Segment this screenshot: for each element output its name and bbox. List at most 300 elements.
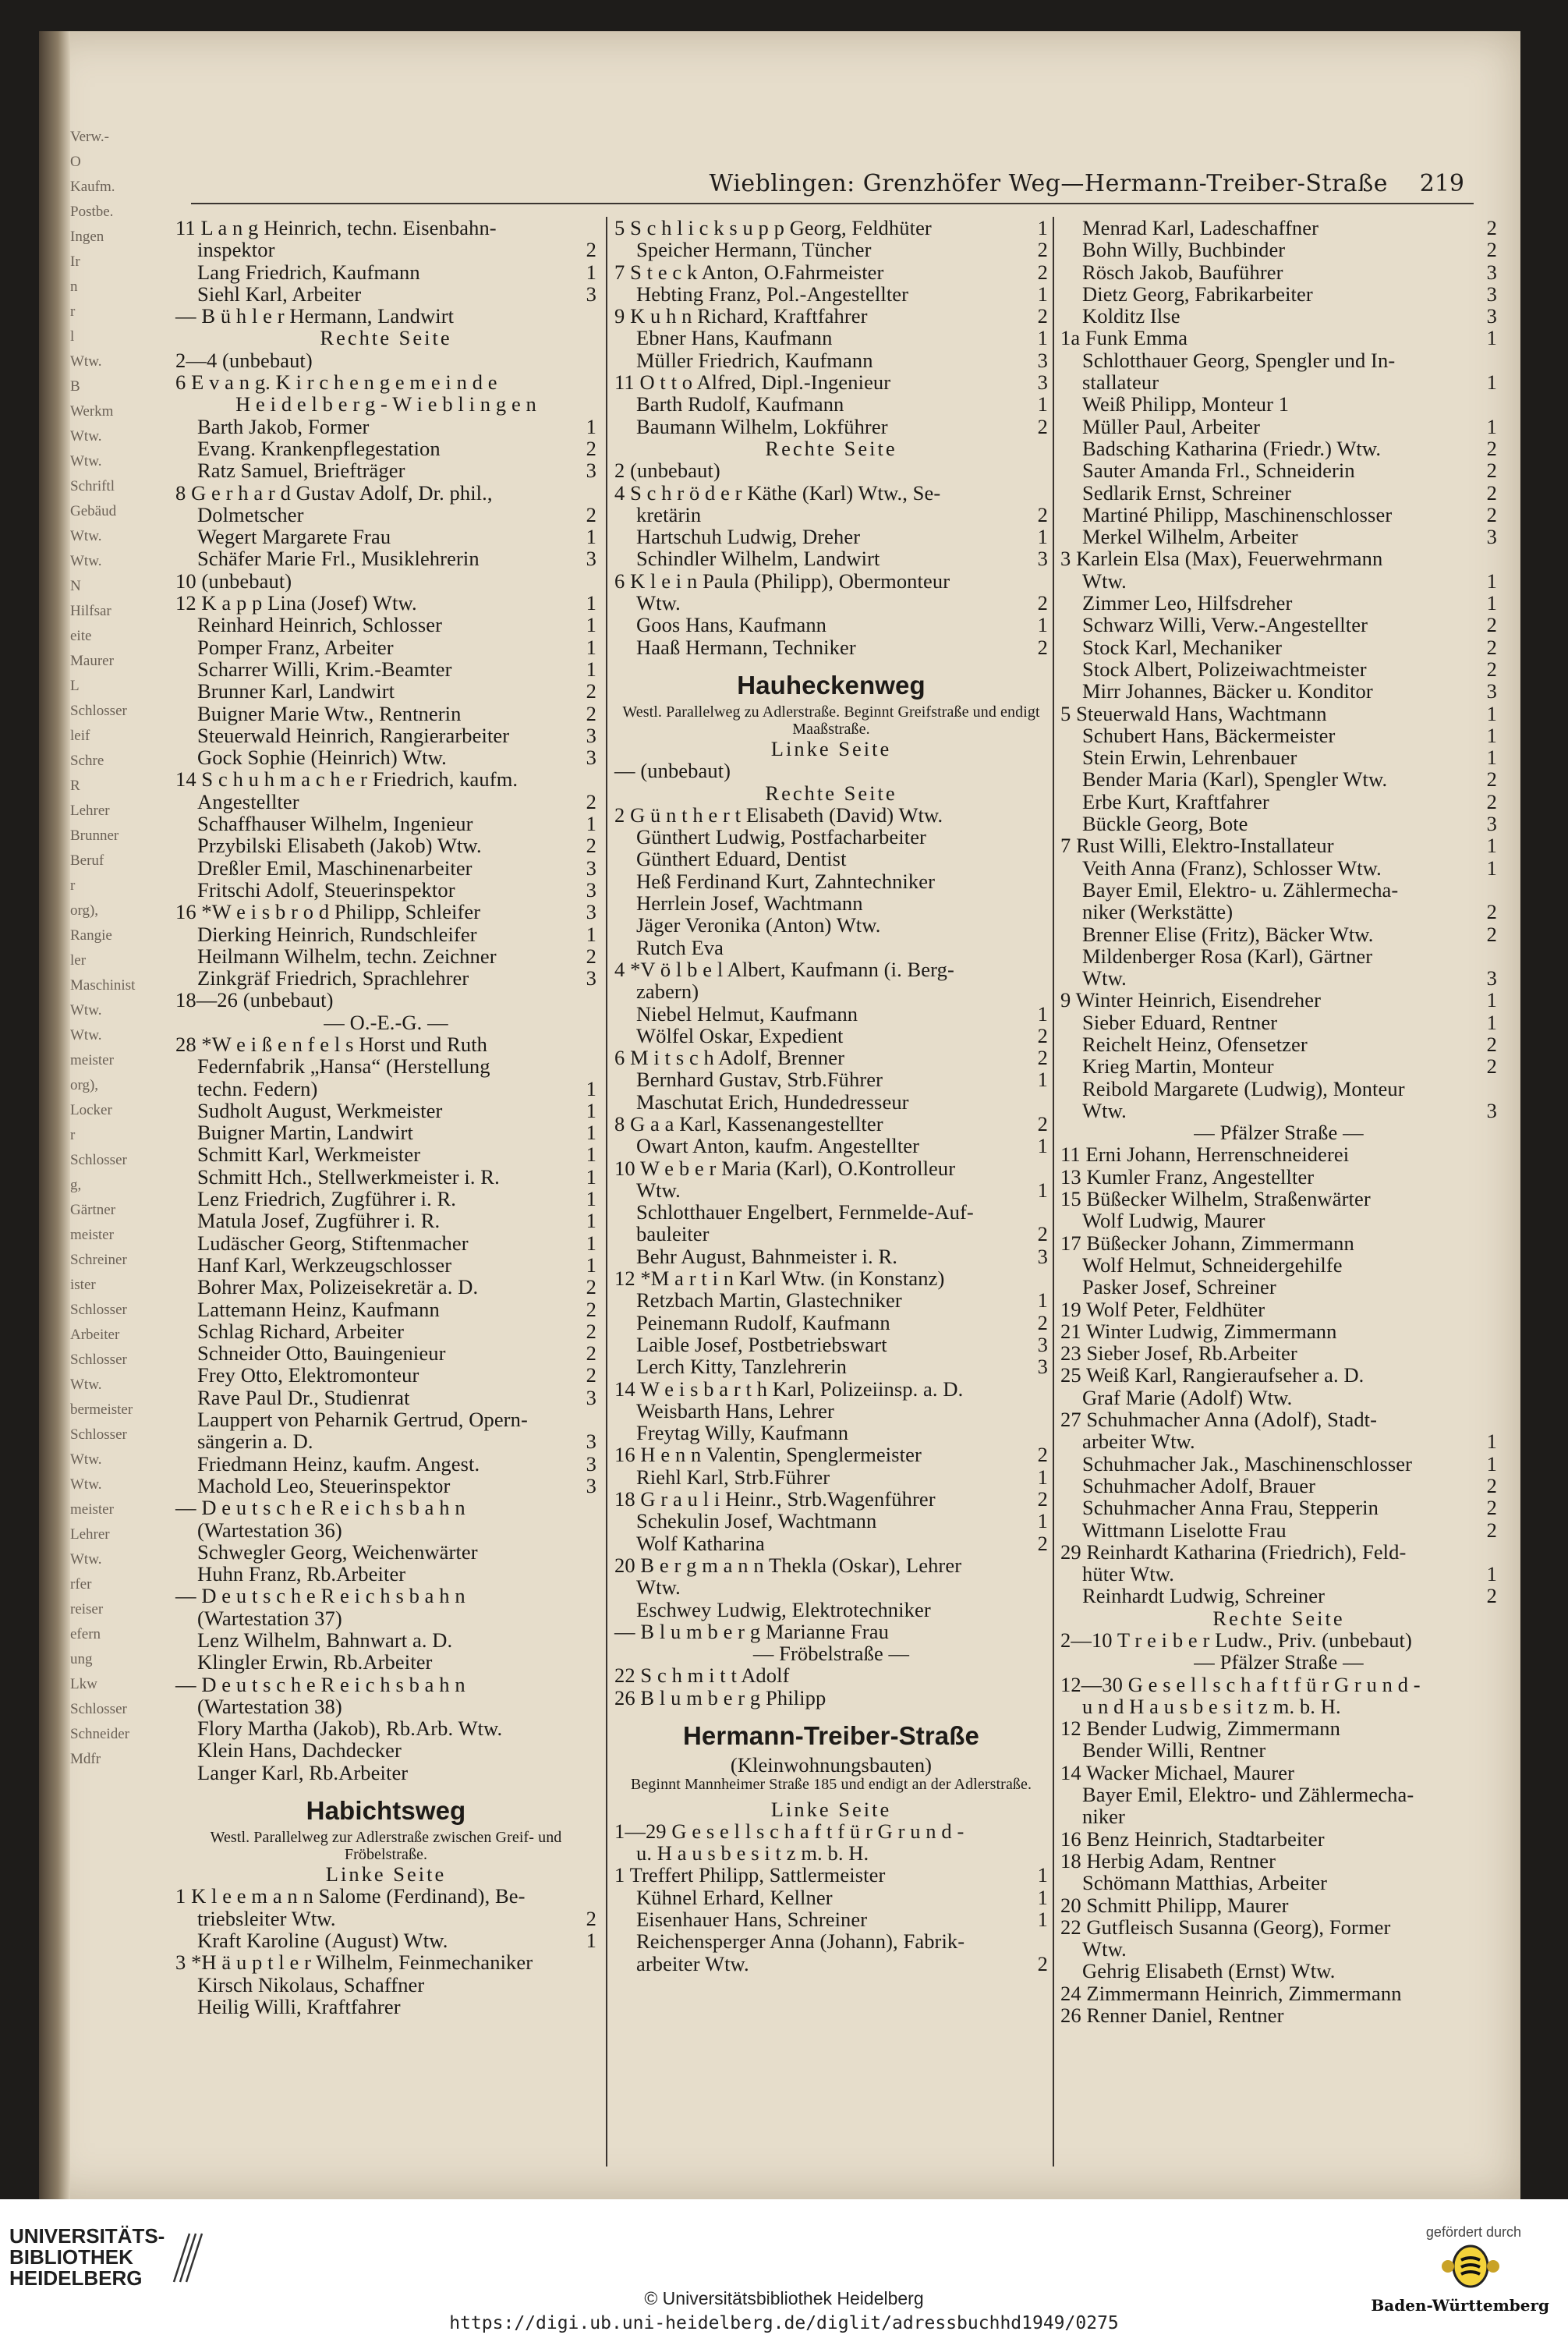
- entry-text: Flory Martha (Jakob), Rb.Arb. Wtw.: [197, 1717, 503, 1741]
- entry-text: arbeiter Wtw.: [1082, 1430, 1195, 1454]
- directory-entry: [175, 1739, 596, 1761]
- directory-entry: [1060, 813, 1497, 834]
- directory-entry: [614, 1355, 1048, 1377]
- entry-text: Rechte Seite: [765, 781, 897, 805]
- entry-text: Evang. Krankenpflegestation: [197, 436, 441, 460]
- entry-text: Haaß Hermann, Techniker: [636, 635, 856, 659]
- entry-text: 22 Gutfleisch Susanna (Georg), Former: [1060, 1915, 1391, 1939]
- entry-text: 15 Büßecker Wilhelm, Straßenwärter: [1060, 1187, 1371, 1211]
- directory-entry: [175, 1299, 596, 1320]
- directory-entry: [614, 614, 1048, 636]
- directory-entry: [614, 393, 1048, 415]
- directory-entry: [175, 526, 596, 547]
- entry-text: Brenner Elise (Fritz), Bäcker Wtw.: [1082, 922, 1374, 946]
- directory-entry: [175, 636, 596, 658]
- edge-fragment: Schlosser: [70, 1426, 127, 1443]
- directory-entry: [1060, 1629, 1497, 1651]
- floor-number: 3: [586, 282, 596, 306]
- directory-entry: [1060, 1916, 1497, 1938]
- entry-text: 6 M i t s c h Adolf, Brenner: [614, 1046, 844, 1070]
- edge-fragment: Ir: [70, 253, 80, 270]
- directory-entry: [1060, 239, 1497, 260]
- entry-text: Lenz Friedrich, Zugführer i. R.: [197, 1187, 457, 1211]
- directory-entry: [1060, 1607, 1497, 1629]
- directory-entry: [614, 703, 1048, 738]
- directory-entry: [614, 1621, 1048, 1642]
- directory-entry: [1060, 217, 1497, 239]
- directory-entry: [175, 1276, 596, 1298]
- entry-text: Friedmann Heinz, kaufm. Angest.: [197, 1451, 480, 1476]
- floor-number: 2: [586, 502, 596, 526]
- entry-text: Erbe Kurt, Kraftfahrer: [1082, 789, 1269, 813]
- directory-entry: [175, 857, 596, 879]
- directory-entry: [175, 217, 596, 239]
- floor-number: 1: [1486, 569, 1497, 593]
- entry-text: Stein Erwin, Lehrenbauer: [1082, 746, 1297, 770]
- entry-text: Schmitt Hch., Stellwerkmeister i. R.: [197, 1164, 500, 1189]
- directory-entry: [1060, 1894, 1497, 1916]
- directory-entry: [1060, 305, 1497, 327]
- entry-text: Heilmann Wilhelm, techn. Zeichner: [197, 944, 497, 968]
- edge-fragment: eite: [70, 628, 92, 644]
- floor-number: 2: [1037, 1023, 1048, 1047]
- entry-text: Dietz Georg, Fabrikarbeiter: [1082, 282, 1313, 306]
- directory-entry: [1060, 1475, 1497, 1497]
- directory-entry: [1060, 768, 1497, 790]
- directory-entry: [1060, 1519, 1497, 1541]
- floor-number: 1: [1486, 591, 1497, 615]
- directory-entry: [1060, 416, 1497, 438]
- entry-text: Kirsch Nikolaus, Schaffner: [197, 1972, 425, 1996]
- floor-number: 2: [1486, 767, 1497, 792]
- floor-number: 1: [1486, 701, 1497, 725]
- directory-entry: [175, 261, 596, 283]
- floor-number: 3: [586, 1385, 596, 1409]
- edge-fragment: Schlosser: [70, 1701, 127, 1717]
- logo-line: HEIDELBERG: [9, 2266, 143, 2290]
- floor-number: 1: [586, 1076, 596, 1100]
- directory-entry: [175, 1863, 596, 1885]
- floor-number: 3: [586, 966, 596, 990]
- entry-text: Rösch Jakob, Bauführer: [1082, 260, 1283, 284]
- entry-text: 17 Büßecker Johann, Zimmermann: [1060, 1231, 1354, 1255]
- directory-entry: [1060, 791, 1497, 813]
- directory-entry: [175, 482, 596, 504]
- entry-text: Kühnel Erhard, Kellner: [636, 1885, 833, 1909]
- directory-entry: [1060, 945, 1497, 967]
- edge-fragment: Wtw.: [70, 1002, 102, 1019]
- entry-text: u. H a u s b e s i t z m. b. H.: [636, 1841, 869, 1865]
- entry-text: Peinemann Rudolf, Kaufmann: [636, 1310, 890, 1334]
- edge-fragment: Wtw.: [70, 453, 102, 469]
- directory-entry: [1060, 438, 1497, 459]
- directory-entry: [175, 1497, 596, 1518]
- entry-text: Siehl Karl, Arbeiter: [197, 282, 362, 306]
- entry-text: Wtw.: [1082, 1098, 1127, 1122]
- book-binding: [39, 31, 70, 2199]
- entry-text: 8 G a a Karl, Kassenangestellter: [614, 1111, 883, 1136]
- directory-entry: [1060, 1100, 1497, 1121]
- edge-fragment: efern: [70, 1626, 101, 1642]
- directory-entry: [614, 1798, 1048, 1820]
- directory-entry: [614, 570, 1048, 592]
- entry-text: Rutch Eva: [636, 935, 724, 959]
- entry-text: Schuhmacher Jak., Maschinenschlosser: [1082, 1451, 1413, 1476]
- directory-entry: [175, 1829, 596, 1863]
- directory-entry: [614, 1953, 1048, 1975]
- directory-entry: [1060, 1674, 1497, 1695]
- entry-text: 7 S t e c k Anton, O.Fahrmeister: [614, 260, 884, 284]
- entry-text: triebsleiter Wtw.: [197, 1906, 336, 1930]
- directory-entry: [1060, 1784, 1497, 1805]
- directory-entry: [1060, 614, 1497, 636]
- entry-text: Schuhmacher Anna Frau, Stepperin: [1082, 1496, 1379, 1520]
- directory-entry: [1060, 1387, 1497, 1408]
- directory-entry: [1060, 1651, 1497, 1673]
- floor-number: 2: [1486, 900, 1497, 924]
- directory-entry: [175, 504, 596, 526]
- floor-number: 1: [586, 1143, 596, 1167]
- edge-fragment: Maurer: [70, 653, 114, 669]
- directory-entry: [175, 1585, 596, 1607]
- floor-number: 3: [586, 746, 596, 770]
- floor-number: 1: [1037, 1001, 1048, 1026]
- floor-number: 2: [1486, 502, 1497, 526]
- entry-text: Schubert Hans, Bäckermeister: [1082, 723, 1336, 747]
- entry-text: 26 B l u m b e r g Philipp: [614, 1685, 826, 1709]
- directory-entry: [1060, 1938, 1497, 1960]
- entry-text: 21 Winter Ludwig, Zimmermann: [1060, 1319, 1337, 1343]
- floor-number: 2: [1486, 1473, 1497, 1497]
- entry-text: 1a Funk Emma: [1060, 326, 1188, 350]
- entry-text: Menrad Karl, Ladeschaffner: [1082, 216, 1319, 239]
- edge-fragment: Wtw.: [70, 1551, 102, 1568]
- directory-entry: [1060, 1055, 1497, 1077]
- directory-entry: [614, 1025, 1048, 1047]
- directory-entry: [1060, 703, 1497, 725]
- directory-entry: [175, 989, 596, 1011]
- entry-text: 20 B e r g m a n n Thekla (Oskar), Lehrer: [614, 1553, 962, 1577]
- entry-text: Sieber Eduard, Rentner: [1082, 1010, 1278, 1034]
- floor-number: 1: [586, 414, 596, 438]
- directory-entry: [1060, 1078, 1497, 1100]
- entry-text: Reichelt Heinz, Ofensetzer: [1082, 1032, 1308, 1056]
- column-rule: [606, 217, 607, 2167]
- directory-entry: [614, 826, 1048, 848]
- floor-number: 3: [586, 900, 596, 924]
- directory-entry: [614, 1754, 1048, 1776]
- floor-number: 2: [1486, 238, 1497, 262]
- edge-fragment: reiser: [70, 1601, 104, 1617]
- directory-entry: [1060, 1254, 1497, 1276]
- entry-text: 16 Benz Heinrich, Stadtarbeiter: [1060, 1826, 1325, 1851]
- entry-text: Herrlein Josef, Wachtmann: [636, 891, 863, 916]
- directory-entry: [175, 725, 596, 746]
- entry-text: Weiß Philipp, Monteur 1: [1082, 392, 1290, 416]
- floor-number: 1: [1037, 1509, 1048, 1533]
- entry-text: Baumann Wilhelm, Lokführer: [636, 414, 888, 438]
- entry-text: Rave Paul Dr., Studienrat: [197, 1385, 410, 1409]
- edge-fragment: rfer: [70, 1576, 92, 1593]
- coat-of-arms-icon: [1437, 2243, 1504, 2290]
- entry-text: Merkel Wilhelm, Arbeiter: [1082, 525, 1298, 549]
- floor-number: 2: [1037, 1531, 1048, 1555]
- entry-text: Schömann Matthias, Arbeiter: [1082, 1871, 1328, 1895]
- directory-entry: [614, 1113, 1048, 1135]
- directory-entry: [614, 327, 1048, 349]
- entry-text: Schuhmacher Adolf, Brauer: [1082, 1473, 1316, 1497]
- directory-entry: [175, 1453, 596, 1475]
- floor-number: 2: [586, 789, 596, 813]
- entry-text: 12 *M a r t i n Karl Wtw. (in Konstanz): [614, 1267, 945, 1291]
- edge-fragment: leif: [70, 728, 90, 744]
- entry-text: (Wartestation 38): [197, 1694, 342, 1718]
- entry-text: — D e u t s c h e R e i c h s b a h n: [175, 1496, 465, 1520]
- edge-fragment: org), Locker: [70, 1077, 112, 1118]
- entry-text: Habichtsweg: [306, 1796, 466, 1826]
- scanned-page: [39, 31, 1520, 2199]
- edge-fragment: Wtw.: [70, 353, 102, 370]
- directory-entry: [175, 1908, 596, 1929]
- entry-text: 19 Wolf Peter, Feldhüter: [1060, 1297, 1265, 1321]
- floor-number: 1: [586, 525, 596, 549]
- floor-number: 2: [1037, 1222, 1048, 1246]
- entry-text: 10 W e b e r Maria (Karl), O.Kontrolleur: [614, 1156, 956, 1180]
- entry-text: Pomper Franz, Arbeiter: [197, 635, 394, 659]
- entry-text: Reinhard Heinrich, Schlosser: [197, 613, 443, 637]
- floor-number: 1: [1037, 1134, 1048, 1158]
- directory-entry: [614, 1820, 1048, 1842]
- directory-entry: [1060, 570, 1497, 592]
- page-number: 219: [1419, 170, 1464, 197]
- edge-fragment: L: [70, 678, 80, 694]
- directory-entry: [614, 217, 1048, 239]
- entry-text: sängerin a. D.: [197, 1430, 313, 1454]
- directory-entry: [175, 1885, 596, 1907]
- column-1: [175, 217, 596, 2198]
- entry-text: Retzbach Martin, Glastechniker: [636, 1288, 902, 1313]
- entry-text: Riehl Karl, Strb.Führer: [636, 1465, 830, 1489]
- directory-entry: [175, 703, 596, 725]
- directory-entry: [614, 760, 1048, 781]
- floor-number: 1: [1037, 1288, 1048, 1313]
- entry-text: Kolditz Ilse: [1082, 304, 1180, 328]
- entry-text: 2 G ü n t h e r t Elisabeth (David) Wtw.: [614, 802, 943, 827]
- floor-number: 3: [1486, 260, 1497, 284]
- floor-number: 1: [1037, 613, 1048, 637]
- entry-text: Wtw.: [1082, 966, 1127, 990]
- directory-entry: [175, 371, 596, 393]
- directory-entry: [614, 892, 1048, 914]
- entry-text: (Kleinwohnungsbauten): [730, 1753, 933, 1777]
- directory-entry: [1060, 1453, 1497, 1475]
- floor-number: 2: [1486, 459, 1497, 483]
- directory-entry: [614, 1223, 1048, 1245]
- edge-fragment: Lkw: [70, 1676, 97, 1692]
- entry-text: Müller Paul, Arbeiter: [1082, 414, 1261, 438]
- entry-text: Langer Karl, Rb.Arbeiter: [197, 1760, 409, 1784]
- floor-number: 2: [586, 1341, 596, 1366]
- floor-number: 3: [1037, 1244, 1048, 1268]
- floor-number: 1: [586, 260, 596, 284]
- floor-number: 2: [1037, 1310, 1048, 1334]
- floor-number: 1: [586, 1231, 596, 1255]
- floor-number: 1: [1037, 1178, 1048, 1202]
- entry-text: u n d H a u s b e s i t z m. b. H.: [1082, 1694, 1341, 1718]
- edge-fragment: g, Gärtner: [70, 1177, 116, 1218]
- entry-text: Mirr Johannes, Bäcker u. Konditor: [1082, 679, 1373, 703]
- entry-text: Wölfel Oskar, Expedient: [636, 1023, 844, 1047]
- entry-text: Günthert Eduard, Dentist: [636, 847, 847, 871]
- entry-text: Eisenhauer Hans, Schreiner: [636, 1908, 868, 1932]
- entry-text: 25 Weiß Karl, Rangieraufseher a. D.: [1060, 1363, 1364, 1387]
- floor-number: 2: [586, 679, 596, 703]
- entry-text: — B ü h l e r Hermann, Landwirt: [175, 304, 455, 328]
- entry-text: Heilig Willi, Kraftfahrer: [197, 1994, 401, 2018]
- entry-text: — O.-E.-G. —: [324, 1010, 448, 1034]
- edge-fragment: r: [70, 303, 76, 320]
- entry-text: Müller Friedrich, Kaufmann: [636, 348, 873, 372]
- directory-entry: [614, 1422, 1048, 1444]
- entry-text: 16 H e n n Valentin, Spenglermeister: [614, 1443, 922, 1467]
- entry-text: Frey Otto, Elektromonteur: [197, 1363, 419, 1387]
- directory-entry: [1060, 1695, 1497, 1717]
- entry-text: Buigner Marie Wtw., Rentnerin: [197, 701, 462, 725]
- entry-text: 11 O t t o Alfred, Dipl.-Ingenieur: [614, 370, 891, 395]
- directory-entry: [175, 746, 596, 768]
- floor-number: 2: [1037, 502, 1048, 526]
- floor-number: 3: [1037, 547, 1048, 571]
- floor-number: 1: [1486, 1562, 1497, 1586]
- entry-text: Wtw.: [636, 591, 681, 615]
- entry-text: 9 K u h n Richard, Kraftfahrer: [614, 304, 868, 328]
- directory-entry: [175, 1012, 596, 1033]
- directory-entry: [1060, 371, 1497, 393]
- entry-text: Schmitt Karl, Werkmeister: [197, 1143, 421, 1167]
- edge-fragment: r: [70, 1127, 76, 1143]
- entry-text: Hanf Karl, Werkzeugschlosser: [197, 1252, 452, 1277]
- directory-entry: [1060, 1232, 1497, 1254]
- floor-number: 2: [1037, 1111, 1048, 1136]
- directory-entry: [614, 1003, 1048, 1025]
- floor-number: 1: [586, 1121, 596, 1145]
- directory-entry: [614, 1201, 1048, 1223]
- entry-text: Westl. Parallelweg zur Adlerstraße zwischen Greif- und Fröbelstraße.: [210, 1829, 562, 1864]
- funder-name: Baden-Württemberg: [1371, 2296, 1549, 2315]
- entry-text: Wolf Helmut, Schneidergehilfe: [1082, 1252, 1343, 1277]
- directory-entry: [614, 1930, 1048, 1952]
- directory-entry: [1060, 1805, 1497, 1827]
- directory-entry: [175, 283, 596, 305]
- entry-text: Weisbarth Hans, Lehrer: [636, 1398, 834, 1423]
- directory-entry: [175, 614, 596, 636]
- entry-text: 23 Sieber Josef, Rb.Arbeiter: [1060, 1341, 1297, 1366]
- directory-entry: [614, 459, 1048, 481]
- edge-fragment: org), Rangie: [70, 902, 112, 944]
- edge-fragment: Schlosser: [70, 1352, 127, 1368]
- directory-entry: [175, 1607, 596, 1629]
- directory-entry: [175, 1651, 596, 1673]
- entry-text: Mildenberger Rosa (Karl), Gärtner: [1082, 944, 1373, 968]
- library-logo-icon: [168, 2230, 205, 2285]
- directory-entry: [614, 283, 1048, 305]
- floor-number: 1: [586, 812, 596, 836]
- entry-text: Barth Rudolf, Kaufmann: [636, 392, 844, 416]
- directory-entry: [1060, 857, 1497, 879]
- entry-text: — D e u t s c h e R e i c h s b a h n: [175, 1584, 465, 1608]
- edge-fragment: Postbe.: [70, 204, 114, 220]
- entry-text: Klein Hans, Dachdecker: [197, 1738, 402, 1763]
- street-heading: [614, 668, 1048, 703]
- directory-entry: [614, 1842, 1048, 1864]
- edge-fragment: Kaufm.: [70, 179, 115, 195]
- directory-entry: [614, 1245, 1048, 1267]
- entry-text: hüter Wtw.: [1082, 1562, 1175, 1586]
- directory-entry: [175, 680, 596, 702]
- directory-entry: [175, 1188, 596, 1210]
- directory-entry: [1060, 1342, 1497, 1364]
- entry-text: Goos Hans, Kaufmann: [636, 613, 827, 637]
- entry-text: Lattemann Heinz, Kaufmann: [197, 1297, 440, 1321]
- directory-entry: [1060, 1166, 1497, 1188]
- permalink-url[interactable]: https://digi.ub.uni-heidelberg.de/diglit/adressbuchhd1949/0275: [449, 2313, 1119, 2333]
- previous-page-edge: [70, 125, 136, 2074]
- entry-text: (Wartestation 37): [197, 1606, 342, 1630]
- floor-number: 2: [586, 1297, 596, 1321]
- entry-text: 20 Schmitt Philipp, Maurer: [1060, 1893, 1289, 1917]
- entry-text: Bayer Emil, Elektro- und Zählermecha-: [1082, 1783, 1414, 1807]
- directory-entry: [175, 1143, 596, 1165]
- directory-entry: [1060, 459, 1497, 481]
- floor-number: 2: [586, 1906, 596, 1930]
- floor-number: 2: [1037, 1951, 1048, 1975]
- directory-entry: [175, 1519, 596, 1541]
- directory-entry: [1060, 680, 1497, 702]
- floor-number: 3: [1037, 1355, 1048, 1379]
- edge-fragment: Lehrer: [70, 1526, 110, 1543]
- directory-entry: [614, 738, 1048, 760]
- directory-entry: [1060, 592, 1497, 614]
- entry-text: 5 Steuerwald Hans, Wachtmann: [1060, 701, 1327, 725]
- directory-entry: [614, 1510, 1048, 1532]
- entry-text: inspektor: [197, 238, 275, 262]
- directory-entry: [175, 1364, 596, 1386]
- entry-text: Bückle Georg, Bote: [1082, 812, 1248, 836]
- entry-text: 14 Wacker Michael, Maurer: [1060, 1760, 1295, 1784]
- floor-number: 1: [1037, 1885, 1048, 1909]
- entry-text: Schlotthauer Georg, Spengler und In-: [1082, 348, 1396, 372]
- floor-number: 3: [586, 723, 596, 747]
- directory-entry: [175, 658, 596, 680]
- directory-entry: [614, 1664, 1048, 1686]
- floor-number: 2: [586, 1275, 596, 1299]
- directory-entry: [614, 958, 1048, 980]
- edge-fragment: Schlosser: [70, 1152, 127, 1168]
- directory-entry: [175, 834, 596, 856]
- directory-entry: [175, 923, 596, 945]
- floor-number: 2: [586, 436, 596, 460]
- entry-text: Huhn Franz, Rb.Arbeiter: [197, 1562, 406, 1586]
- edge-fragment: Wtw.: [70, 553, 102, 569]
- floor-number: 1: [586, 1187, 596, 1211]
- directory-entry: [175, 1951, 596, 1973]
- entry-text: 8 G e r h a r d Gustav Adolf, Dr. phil.,: [175, 480, 493, 505]
- floor-number: 3: [1486, 282, 1497, 306]
- entry-text: kretärin: [636, 502, 702, 526]
- edge-fragment: Schriftl: [70, 478, 115, 494]
- floor-number: 1: [1037, 525, 1048, 549]
- directory-entry: [614, 438, 1048, 459]
